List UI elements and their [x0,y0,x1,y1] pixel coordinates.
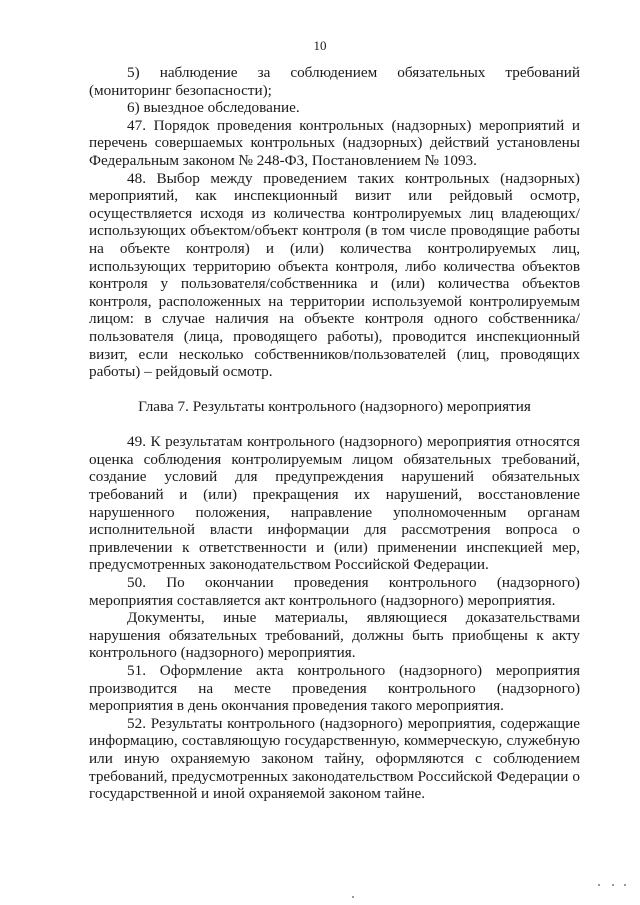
paragraph-51: 51. Оформление акта контрольного (надзорного) мероприятия производится на месте проведения контрольного (надзорного) мероприятия в день окончания проведения такого мероприятия. [89,662,580,715]
scan-speck [624,884,626,886]
document-body [89,64,580,803]
list-item-5: 5) наблюдение за соблюдением обязательных требований (мониторинг безопасности); [89,64,580,99]
scan-speck [598,884,600,886]
paragraph-49: 49. К результатам контрольного (надзорного) мероприятия относятся оценка соблюдения контролируемым лицом обязательных требований, создание условий для предупреждения нарушений обязательных требований и (или) прекращения их нарушений, восстановление нарушенного положения, направление уполномоченным органам исполнительной власти информации для рассмотрения вопроса о привлечении к ответственности и (или) применении инспекцией мер, предусмотренных законодательством Российской Федерации. [89,433,580,574]
scan-speck [352,896,354,898]
chapter-heading: Глава 7. Результаты контрольного (надзорного) мероприятия [138,397,531,415]
scan-speck [612,884,614,886]
paragraph-47: 47. Порядок проведения контрольных (надзорных) мероприятий и перечень совершаемых контрольных (надзорных) действий установлены Федеральным законом № 248-ФЗ, Постановлением № 1093. [89,116,580,169]
paragraph-48: 48. Выбор между проведением таких контрольных (надзорных) мероприятий, как инспекционный визит или рейдовый осмотр, осуществляется исходя из количества контролируемых лиц владеющих/использующих объектом/объект контроля (в том числе проводящие работы на объекте контроля) и (или) количества контролируемых лиц, использующих территорию объекта контроля, либо количества объектов контроля у пользователя/собственника и (или) количества объектов контроля, расположенных на территории используемой контролируемым лицом: в случае наличия на объекте контроля одного собственника/пользователя (лица, проводящего работы), проводится инспекционный визит, если несколько собственников/пользователей (лиц, проводящих работы) – рейдовый осмотр. [89,169,580,381]
page-number: 10 [313,38,327,53]
paragraph-50: 50. По окончании проведения контрольного (надзорного) мероприятия составляется акт контрольного (надзорного) мероприятия. [89,574,580,609]
paragraph-documents: Документы, иные материалы, являющиеся доказательствами нарушения обязательных требований, должны быть приобщены к акту контрольного (надзорного) мероприятия. [89,609,580,662]
list-item-6: 6) выездное обследование. [127,99,300,117]
paragraph-52: 52. Результаты контрольного (надзорного) мероприятия, содержащие информацию, составляющую государственную, коммерческую, служебную или иную охраняемую законом тайну, оформляются с соблюдением требований, предусмотренных законодательством Российской Федерации о государственной и иной охраняемой законом тайне. [89,714,580,803]
